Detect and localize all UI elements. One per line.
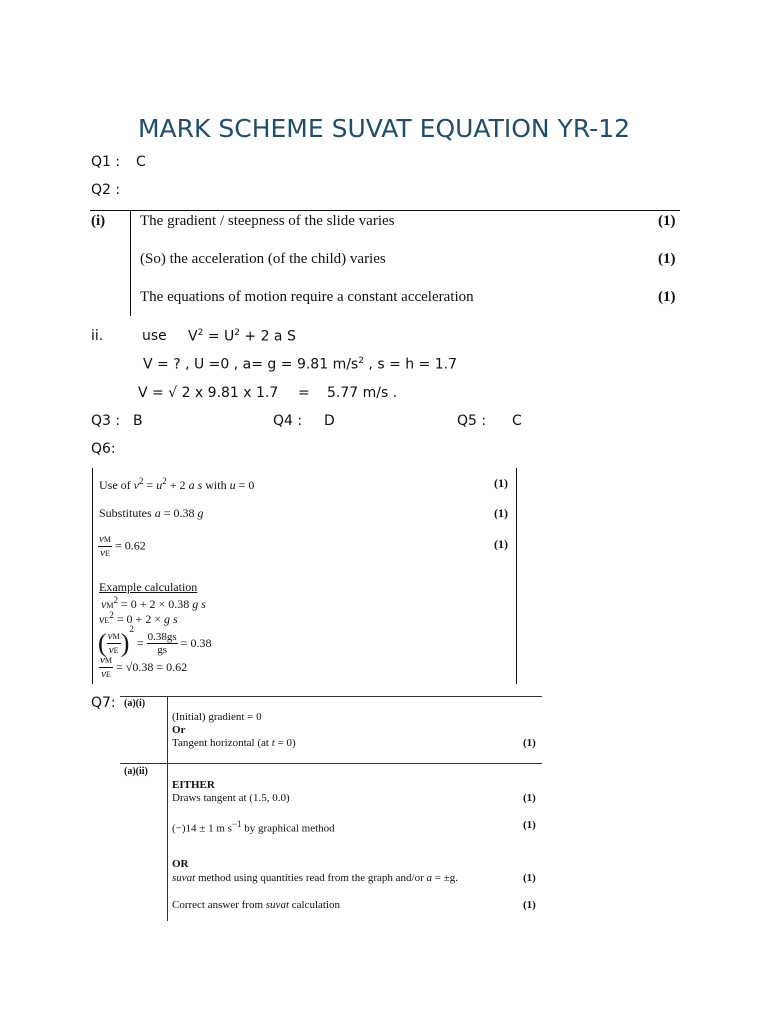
q1-label: Q1 : xyxy=(91,154,121,170)
q6-row1: Use of $v^2 = u^2 + 2$ a s with u = 0 xyxy=(99,476,255,492)
q6-example-line4: $\frac{vM}{vE}$ = √0.38 = 0.62 xyxy=(100,654,188,680)
q5-label: Q5 : xyxy=(457,413,487,429)
eq-v-sq: 2 xyxy=(197,328,204,338)
q7-part-a-i: (a)(i) xyxy=(124,698,146,709)
q7-a-i-mark: (1) xyxy=(523,737,536,749)
q6-row3-mark: (1) xyxy=(494,537,508,551)
q7-correct-mark: (1) xyxy=(523,899,536,911)
q7-draws-mark: (1) xyxy=(523,792,536,804)
q7-a-i-line2: Tangent horizontal (at t = 0) xyxy=(172,737,296,749)
q7-graphical-mark: (1) xyxy=(523,819,536,831)
q2-row1-text: The gradient / steepness of the slide varies xyxy=(140,213,395,229)
q4-label: Q4 : xyxy=(273,413,303,429)
eq-u: = U xyxy=(203,328,235,345)
q2-row3-mark: (1) xyxy=(658,289,676,305)
q2-row2-text: (So) the acceleration (of the child) varies xyxy=(140,251,386,267)
q2-label: Q2 : xyxy=(91,182,121,198)
q3-answer: B xyxy=(133,413,143,429)
q2-ii-equation xyxy=(188,328,296,345)
q7-graphical: (−)14 ± 1 m $s^{-1}$ by graphical method xyxy=(172,819,335,835)
q6-left-rule xyxy=(92,468,93,684)
q2-ii-result-c: 5.77 m/s . xyxy=(327,385,398,401)
q2-ii-result-a: V = √ 2 x 9.81 x 1.7 xyxy=(138,385,279,401)
q7-label: Q7: xyxy=(91,695,116,711)
q7-table-mid-rule xyxy=(120,763,542,764)
q2-row3-text: The equations of motion require a constant acceleration xyxy=(140,289,474,305)
q2-row1-mark: (1) xyxy=(658,213,676,229)
q2-row2-mark: (1) xyxy=(658,251,676,267)
q6-row3: $\frac{vM}{vE}$ = 0.62 xyxy=(99,533,146,559)
q6-label: Q6: xyxy=(91,441,116,457)
q6-ratio-fraction: $\frac{vM}{vE}$ xyxy=(99,533,112,559)
q2-ii-result-eq: = xyxy=(298,385,310,401)
q7-either: EITHER xyxy=(172,779,215,791)
q7-suvat-method: suvat method using quantities read from the graph and/or a = ±g. xyxy=(172,872,458,884)
q7-correct-answer: Correct answer from suvat calculation xyxy=(172,899,341,911)
q7-table-top-rule xyxy=(120,696,542,697)
q1-answer: C xyxy=(136,154,146,170)
eq-u-sq: 2 xyxy=(234,328,240,338)
q4-answer: D xyxy=(324,413,335,429)
values-b: , s = h = 1.7 xyxy=(363,356,458,373)
q3-label: Q3 : xyxy=(91,413,121,429)
q2-mark-table xyxy=(90,208,682,318)
q6-example-line1: $vM^2 = 0 + 2 \times 0.38$ g s xyxy=(101,595,206,611)
q6-example-line2: $vE^2 = 0 + 2 \times g$ s xyxy=(99,610,178,626)
q2-ii-values xyxy=(143,356,457,373)
q7-draws-tangent: Draws tangent at (1.5, 0.0) xyxy=(172,792,290,804)
eq-rest: + 2 a S xyxy=(239,328,296,345)
q2-part-i-label: (i) xyxy=(91,213,106,229)
q7-table-divider xyxy=(167,696,168,921)
q6-row2-mark: (1) xyxy=(494,506,508,520)
q7-mark-table xyxy=(120,695,544,921)
q6-row1-mark: (1) xyxy=(494,476,508,490)
q6-example-line3: ( $\frac{vM}{vE}$ )$^2$ = $\frac{0.38gs}{gs}$ = 0.38 xyxy=(98,624,212,658)
q7-suvat-mark: (1) xyxy=(523,872,536,884)
q5-answer: C xyxy=(512,413,522,429)
q7-or: OR xyxy=(172,858,189,870)
values-a: V = ? , U =0 , a= g = 9.81 m/s xyxy=(143,356,359,373)
q7-a-i-or: Or xyxy=(172,724,186,736)
q2-table-divider xyxy=(130,210,131,316)
q6-row2: Substitutes a = 0.38 g xyxy=(99,506,204,520)
q6-right-rule xyxy=(516,468,517,684)
q2-ii-label: ii. xyxy=(91,328,104,344)
q6-example-heading: Example calculation xyxy=(99,580,198,594)
page-title: MARK SCHEME SUVAT EQUATION YR-12 xyxy=(137,114,631,143)
q2-table-top-rule xyxy=(90,210,680,211)
q7-part-a-ii: (a)(ii) xyxy=(124,766,148,777)
values-sq: 2 xyxy=(358,356,364,366)
eq-v: V xyxy=(188,328,198,345)
q7-a-i-line1: (Initial) gradient = 0 xyxy=(172,711,262,723)
q2-ii-use: use xyxy=(142,328,167,344)
q6-mark-table xyxy=(92,468,520,686)
